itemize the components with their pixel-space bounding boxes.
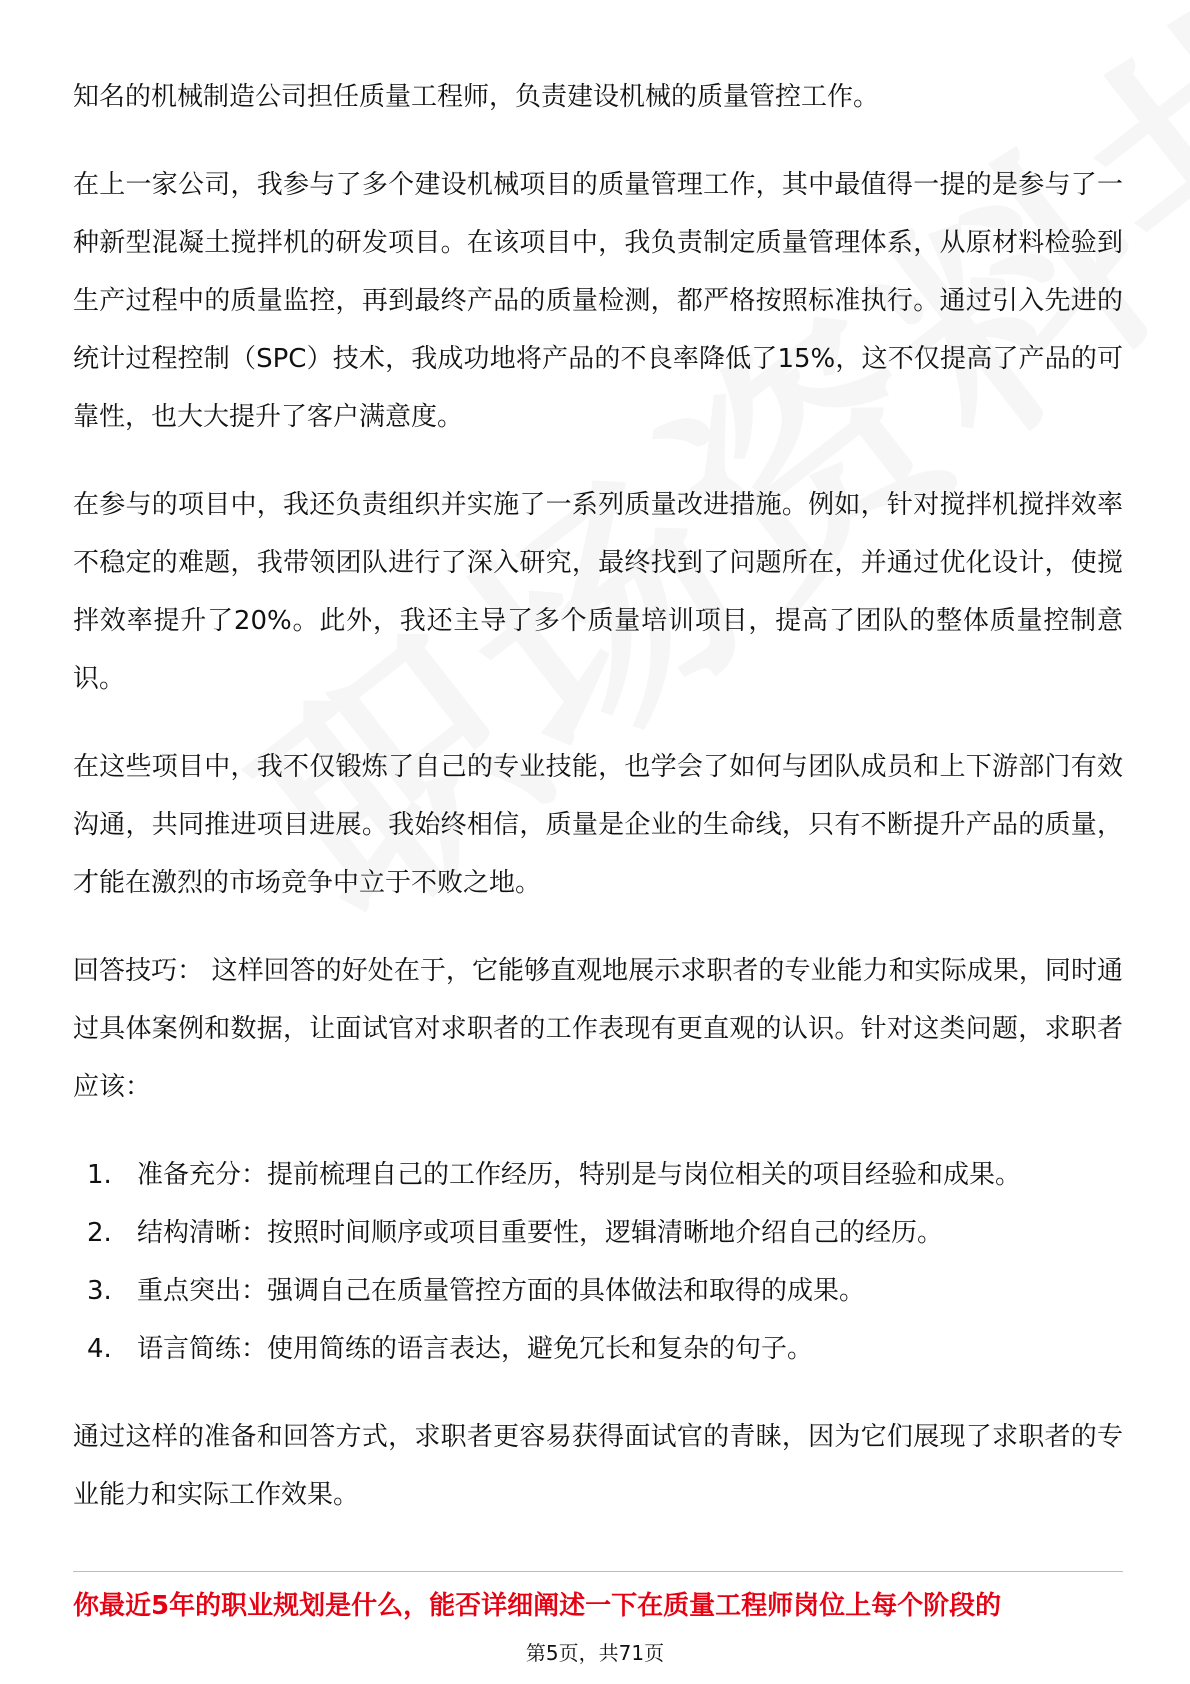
list-item-number: 1.	[87, 1160, 112, 1190]
tips-list	[73, 1146, 1123, 1378]
list-item-text: 准备充分：提前梳理自己的工作经历，特别是与岗位相关的项目经验和成果。	[137, 1160, 1022, 1190]
paragraph-project-experience: 在上一家公司，我参与了多个建设机械项目的质量管理工作，其中最值得一提的是参与了一种新型混凝土搅拌机的研发项目。在该项目中，我负责制定质量管理体系，从原材料检验到生产过程中的质量监控，再到最终产品的质量检测，都严格按照标准执行。通过引入先进的统计过程控制（SPC）技术，我成功地将产品的不良率降低了15%，这不仅提高了产品的可靠性，也大大提升了客户满意度。	[73, 170, 1123, 432]
list-item	[73, 1204, 1123, 1262]
paragraph-conclusion: 通过这样的准备和回答方式，求职者更容易获得面试官的青睐，因为它们展现了求职者的专业能力和实际工作效果。	[73, 1422, 1123, 1510]
list-item-text: 语言简练：使用简练的语言表达，避免冗长和复杂的句子。	[137, 1334, 814, 1364]
list-item	[73, 1262, 1123, 1320]
list-item	[73, 1320, 1123, 1378]
page-number: 第5页，共71页	[525, 1641, 665, 1665]
list-item	[73, 1146, 1123, 1204]
page-content	[73, 68, 1123, 1524]
paragraph-skills-learned: 在这些项目中，我不仅锻炼了自己的专业技能，也学会了如何与团队成员和上下游部门有效沟通，共同推进项目进展。我始终相信，质量是企业的生命线，只有不断提升产品的质量，才能在激烈的市场竞争中立于不败之地。	[73, 752, 1123, 898]
paragraph-answer-tips: 回答技巧： 这样回答的好处在于，它能够直观地展示求职者的专业能力和实际成果，同时通过具体案例和数据，让面试官对求职者的工作表现有更直观的认识。针对这类问题，求职者应该：	[73, 956, 1123, 1102]
list-item-text: 结构清晰：按照时间顺序或项目重要性，逻辑清晰地介绍自己的经历。	[137, 1218, 944, 1248]
list-item-number: 4.	[87, 1334, 112, 1364]
paragraph-improvement-measures: 在参与的项目中，我还负责组织并实施了一系列质量改进措施。例如，针对搅拌机搅拌效率不稳定的难题，我带领团队进行了深入研究，最终找到了问题所在，并通过优化设计，使搅拌效率提升了20%。此外，我还主导了多个质量培训项目，提高了团队的整体质量控制意识。	[73, 490, 1123, 694]
section-divider	[73, 1571, 1123, 1572]
next-question-heading: 你最近5年的职业规划是什么，能否详细阐述一下在质量工程师岗位上每个阶段的	[73, 1591, 1002, 1621]
list-item-number: 2.	[87, 1218, 112, 1248]
list-item-text: 重点突出：强调自己在质量管控方面的具体做法和取得的成果。	[137, 1276, 866, 1306]
paragraph-intro-continued: 知名的机械制造公司担任质量工程师，负责建设机械的质量管控工作。	[73, 82, 880, 112]
list-item-number: 3.	[87, 1276, 112, 1306]
